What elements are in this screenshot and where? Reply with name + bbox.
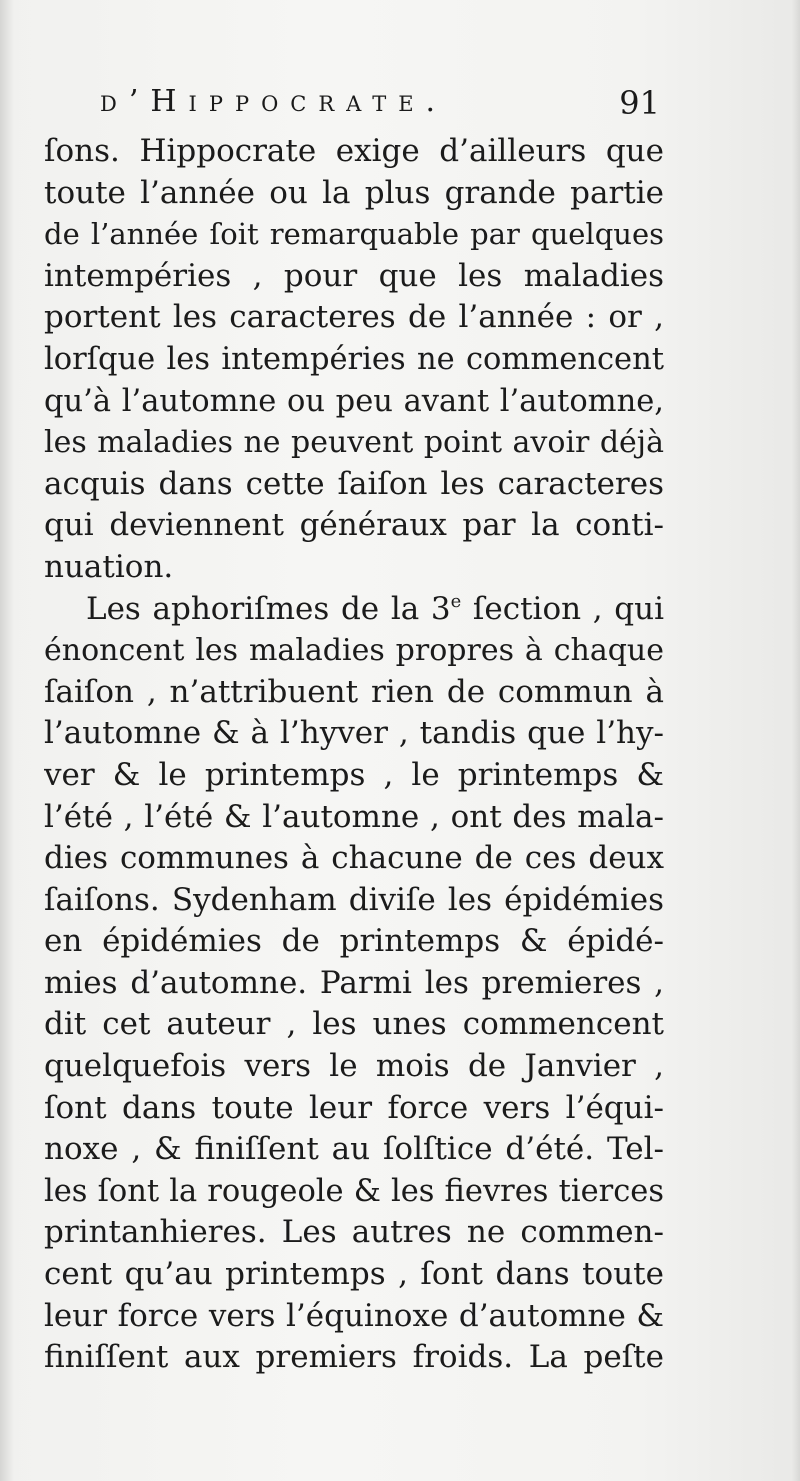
- text-line: ſons. Hippocrate exige d’ailleurs que: [44, 133, 664, 169]
- text-line: acquis dans cette ſaiſon les caracteres: [44, 465, 664, 502]
- text-line: ſaiſons. Sydenham diviſe les épidémies: [44, 881, 664, 918]
- text-line: quelquefois vers le mois de Janvier ,: [44, 1048, 664, 1085]
- line-end: ſection , qui: [461, 590, 664, 627]
- text-line: en épidémies de printemps & épidé-: [44, 923, 664, 960]
- text-line: intempéries , pour que les maladies: [44, 257, 664, 294]
- text-line: mies d’automne. Parmi les premieres ,: [44, 964, 664, 1001]
- text-line: portent les caracteres de l’année : or ,: [44, 299, 664, 336]
- text-line: noxe , & finiſſent au ſolſtice d’été. Tel-: [44, 1131, 664, 1168]
- text-line: ſont dans toute leur force vers l’équi-: [44, 1089, 664, 1126]
- text-line: printanhieres. Les autres ne commen-: [44, 1214, 664, 1251]
- text-line: qu’à l’automne ou peu avant l’automne,: [44, 383, 664, 419]
- text-line: l’été , l’été & l’automne , ont des mala-: [44, 798, 664, 835]
- text-line: l’automne & à l’hyver , tandis que l’hy-: [44, 715, 664, 752]
- text-line: finiſſent aux premiers froids. La peſte: [44, 1339, 664, 1376]
- text-line: ver & le printemps , le printemps &: [44, 756, 664, 793]
- text-line: énoncent les maladies propres à chaque: [44, 633, 664, 669]
- text-line: [44, 589, 664, 631]
- text-line: les maladies ne peuvent point avoir déjà: [44, 425, 664, 461]
- running-header: [100, 84, 660, 132]
- text-line: dit cet auteur , les unes commencent: [44, 1006, 664, 1043]
- text-line: de l’année ſoit remarquable par quelques: [44, 217, 664, 252]
- line-start: Les aphoriſmes de la 3: [86, 590, 451, 627]
- text-line: leur force vers l’équinoxe d’automne &: [44, 1297, 664, 1334]
- text-line: qui deviennent généraux par la conti-: [44, 507, 664, 544]
- text-line: cent qu’au printemps , ſont dans toute: [44, 1256, 664, 1293]
- gutter-shadow: [0, 0, 14, 1481]
- text-line: les ſont la rougeole & les fievres tierces: [44, 1173, 664, 1209]
- text-line: toute l’année ou la plus grande partie: [44, 174, 664, 211]
- superscript: e: [450, 590, 462, 612]
- body-text: [44, 131, 664, 1379]
- text-line: ſaiſon , n’attribuent rien de commun à: [44, 673, 664, 710]
- text-line: nuation.: [44, 548, 174, 585]
- page-edge: [792, 0, 800, 1481]
- text-line: lorſque les intempéries ne commencent: [44, 341, 664, 377]
- running-title: d’Hippocrate.: [100, 84, 448, 119]
- page-number: 91: [619, 84, 660, 122]
- text-line: dies communes à chacune de ces deux: [44, 840, 664, 877]
